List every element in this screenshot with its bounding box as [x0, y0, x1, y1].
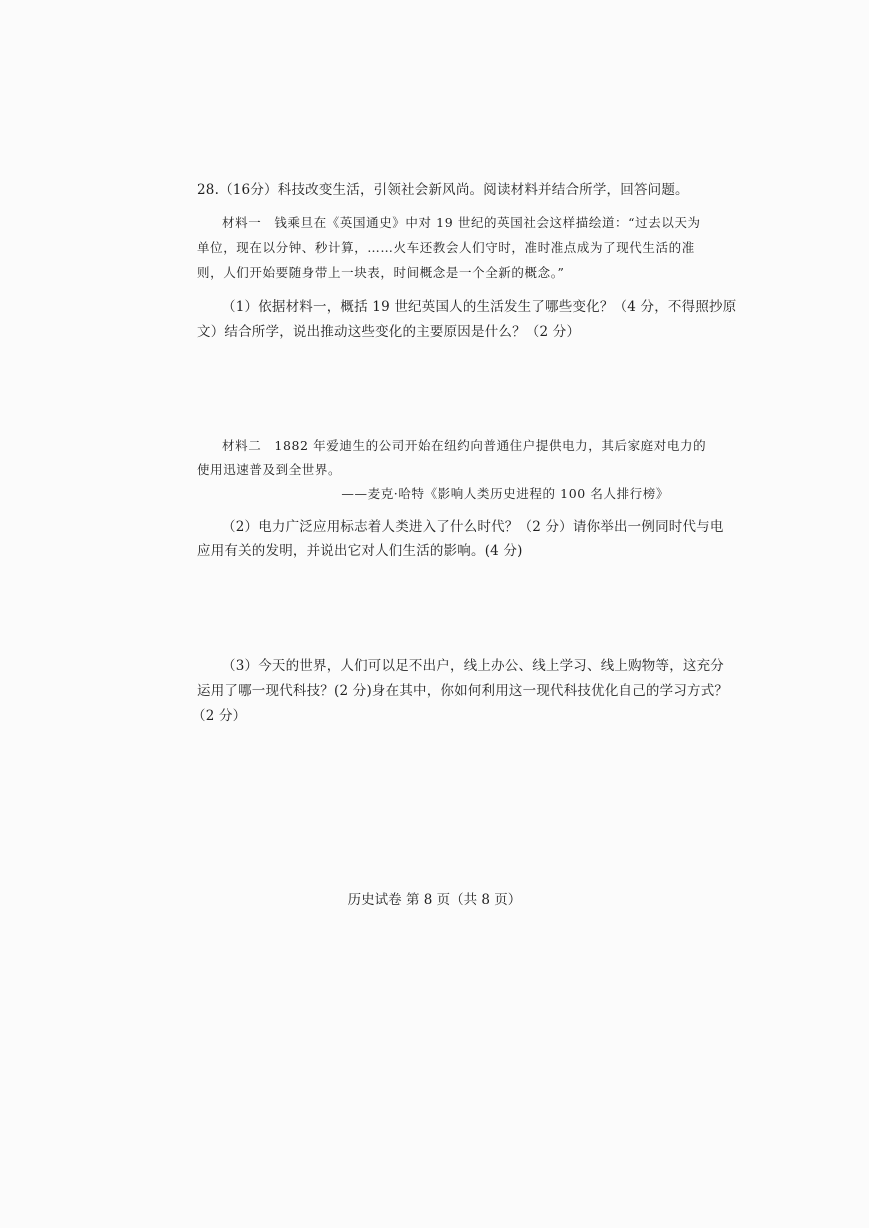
- q3-line-2: 运用了哪一现代科技？(2 分)身在其中，你如何利用这一现代科技优化自己的学习方式？: [197, 683, 729, 699]
- q3-line-3: （2 分）: [192, 708, 247, 724]
- material1-line-2: 单位，现在以分钟、秒计算，……火车还教会人们守时，准时准点成为了现代生活的准: [197, 240, 695, 255]
- q2-line-1: （2）电力广泛应用标志着人类进入了什么时代？（2 分）请你举出一例同时代与电: [222, 519, 724, 535]
- material1-line-3: 则，人们开始要随身带上一块表，时间概念是一个全新的概念。”: [197, 265, 565, 280]
- question-title: 28.（16分）科技改变生活，引领社会新风尚。阅读材料并结合所学，回答问题。: [197, 182, 689, 198]
- q2-line-2: 应用有关的发明，并说出它对人们生活的影响。(4 分): [197, 543, 523, 559]
- q1-line-1: （1）依据材料一，概括 19 世纪英国人的生活发生了哪些变化？（4 分，不得照抄原: [222, 299, 737, 315]
- material2-source: ——麦克·哈特《影响人类历史进程的 100 名人排行榜》: [341, 486, 669, 501]
- q3-line-1: （3）今天的世界，人们可以足不出户，线上办公、线上学习、线上购物等，这充分: [222, 658, 724, 674]
- material2-line-2: 使用迅速普及到全世界。: [197, 462, 342, 477]
- material2-line-1: 材料二 1882 年爱迪生的公司开始在纽约向普通住户提供电力，其后家庭对电力的: [222, 438, 707, 453]
- page-footer: 历史试卷 第 8 页（共 8 页）: [347, 892, 522, 908]
- q1-line-2: 文）结合所学，说出推动这些变化的主要原因是什么？（2 分）: [197, 324, 581, 340]
- material1-line-1: 材料一 钱乘旦在《英国通史》中对 19 世纪的英国社会这样描绘道：“过去以天为: [222, 215, 701, 230]
